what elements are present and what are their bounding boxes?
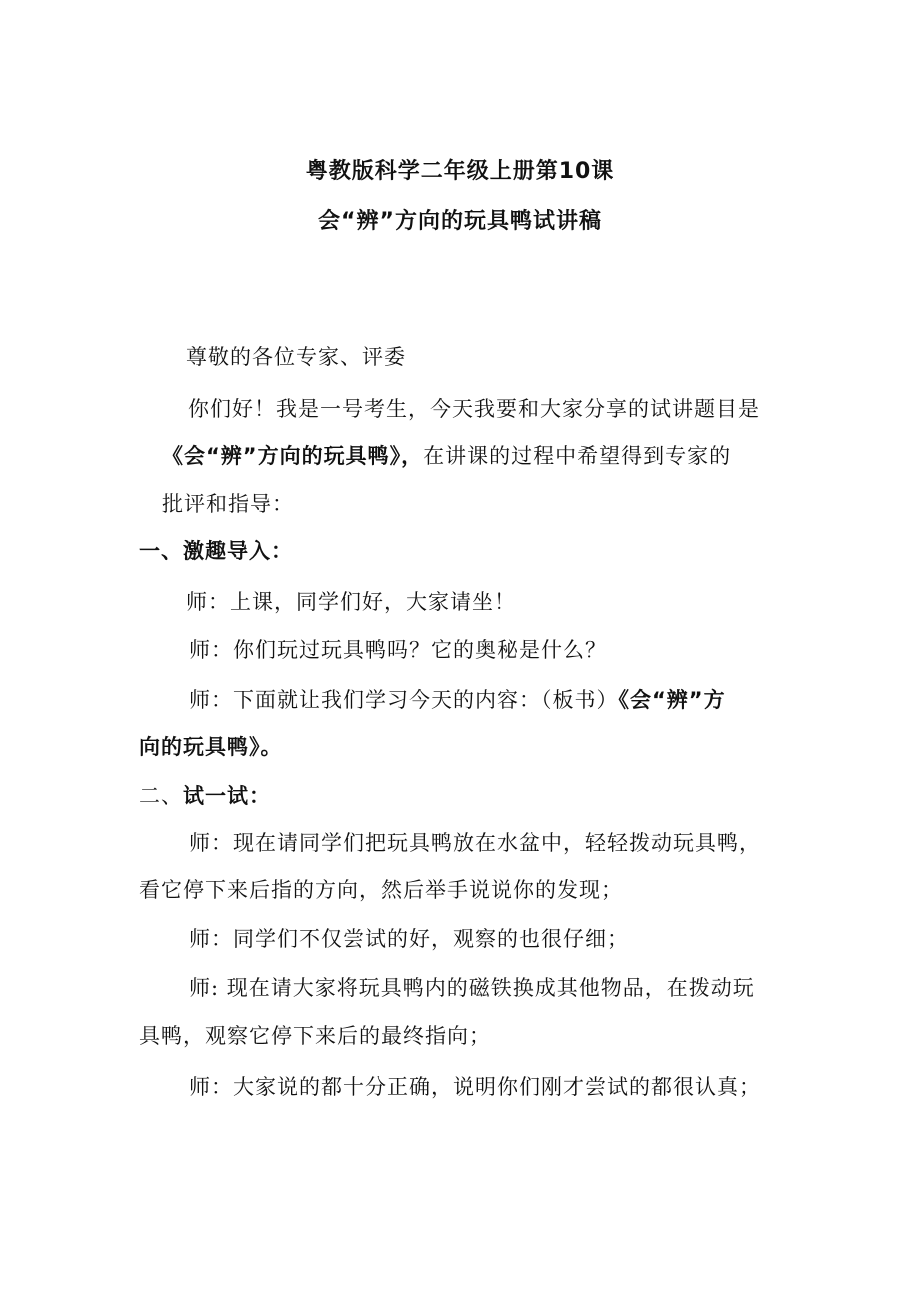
- section-1-paragraph-3-text: 师：下面就让我们学习今天的内容：（板书）: [189, 688, 619, 712]
- intro-line-2: [162, 442, 731, 470]
- section-2-paragraph-2: 师：同学们不仅尝试的好，观察的也很仔细；: [189, 927, 629, 951]
- section-1-paragraph-3-line-2: 向的玩具鸭》。: [139, 735, 283, 759]
- section-2-paragraph-1-line-2: 看它停下来后指的方向，然后举手说说你的发现；: [139, 878, 623, 902]
- greeting: 尊敬的各位专家、评委: [186, 345, 406, 369]
- intro-line-2-rest: 在讲课的过程中希望得到专家的: [423, 444, 732, 468]
- section-1-paragraph-1: 师：上课，同学们好，大家请坐！: [186, 590, 516, 614]
- section-1-heading: 一、激趣导入：: [139, 539, 293, 563]
- lesson-title-quote: 《会“辨”方向的玩具鸭》，: [162, 444, 424, 468]
- section-2-paragraph-3-line-2: 具鸭，观察它停下来后的最终指向；: [139, 1024, 491, 1048]
- section-2-heading-prefix: 二、: [139, 784, 183, 808]
- intro-line-3: 批评和指导：: [162, 492, 294, 516]
- section-1-paragraph-3: [189, 686, 726, 714]
- section-1-paragraph-2: 师：你们玩过玩具鸭吗？它的奥秘是什么？: [189, 638, 607, 662]
- section-2-paragraph-1-line-1: 师：现在请同学们把玩具鸭放在水盆中，轻轻拨动玩具鸭，: [189, 831, 761, 855]
- intro-line-1: 你们好！我是一号考生，今天我要和大家分享的试讲题目是: [188, 397, 760, 421]
- section-1-paragraph-3-bold: 《会“辨”方: [618, 688, 726, 712]
- section-2-paragraph-4: 师：大家说的都十分正确，说明你们刚才尝试的都很认真；: [189, 1075, 761, 1099]
- document-subtitle: 会“辨”方向的玩具鸭试讲稿: [318, 209, 602, 234]
- document-title: 粤教版科学二年级上册第10课: [305, 159, 615, 184]
- section-2-paragraph-3-line-1: 师: 现在请大家将玩具鸭内的磁铁换成其他物品，在拨动玩: [189, 976, 755, 1000]
- section-2-heading-text: 试一试：: [183, 784, 271, 808]
- section-2-heading: [139, 782, 271, 810]
